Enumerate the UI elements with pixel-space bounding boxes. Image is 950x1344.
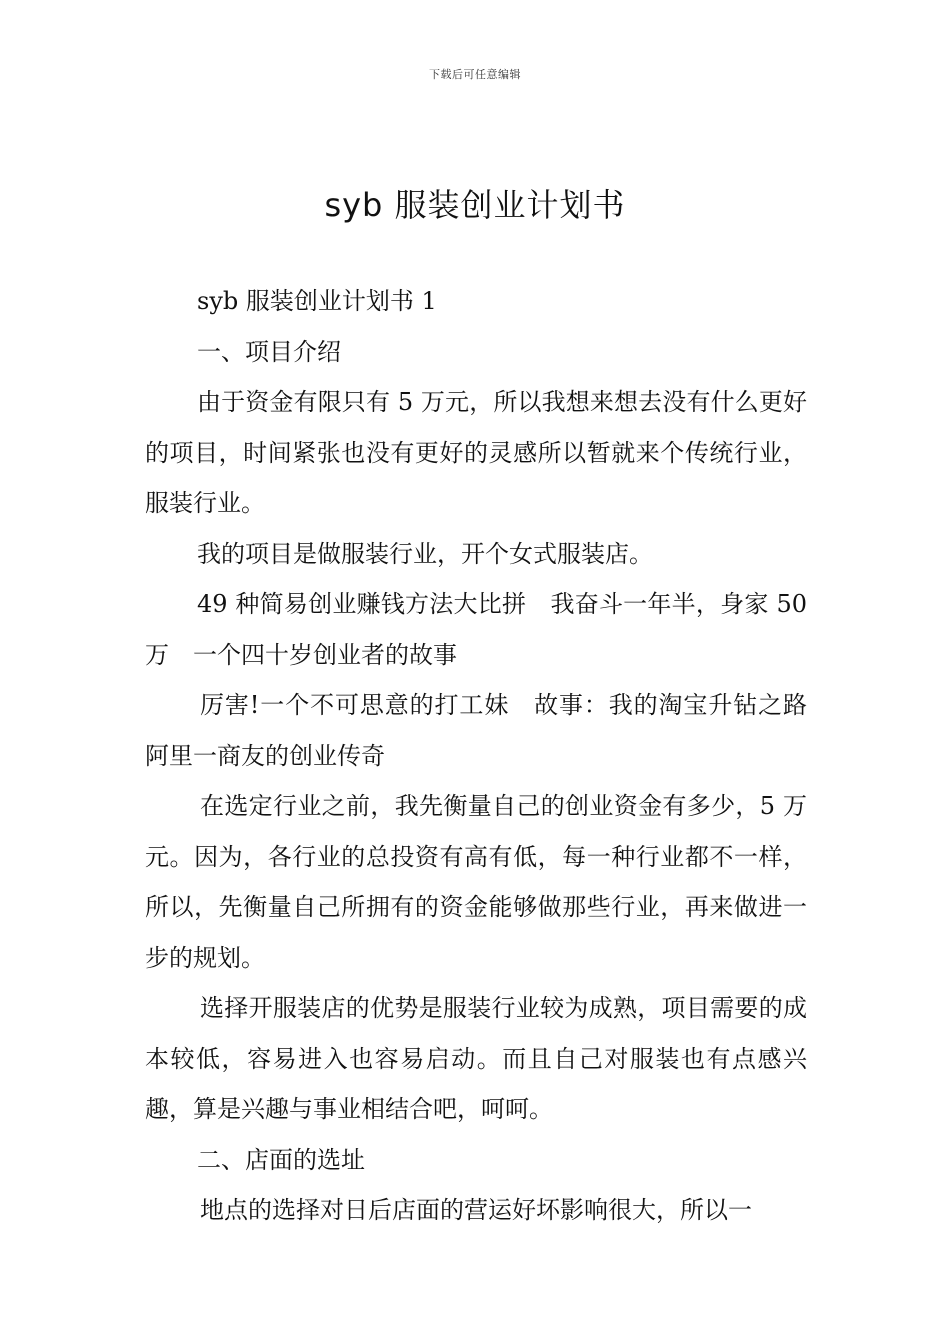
section-heading-2: 二、店面的选址 (197, 1145, 365, 1174)
paragraph: 厉害!一个不可思意的打工妹 故事：我的淘宝升钻之路 阿里一商友的创业传奇 (145, 691, 831, 770)
paragraph: 在选定行业之前，我先衡量自己的创业资金有多少，5 万元。因为，各行业的总投资有高有低，每一种行业都不一样，所以，先衡量自己所拥有的资金能够做那些行业，再来做进一步的规划。 (145, 792, 807, 972)
paragraph: 49 种简易创业赚钱方法大比拼 我奋斗一年半，身家 50 万 一个四十岁创业者的故事 (145, 590, 807, 669)
section-heading-1: 一、项目介绍 (197, 337, 341, 366)
paragraph: 由于资金有限只有 5 万元，所以我想来想去没有什么更好的项目，时间紧张也没有更好的灵感所以暂就来个传统行业，服装行业。 (145, 388, 807, 517)
document-title: syb 服装创业计划书 (324, 186, 626, 224)
paragraph: 我的项目是做服装行业，开个女式服装店。 (197, 539, 653, 568)
paragraph: 选择开服装店的优势是服装行业较为成熟，项目需要的成本较低，容易进入也容易启动。而且自己对服装也有点感兴趣，算是兴趣与事业相结合吧，呵呵。 (145, 994, 807, 1123)
paragraph: 地点的选择对日后店面的营运好坏影响很大，所以一 (200, 1196, 752, 1224)
paragraph-subtitle: syb 服装创业计划书 1 (197, 287, 437, 315)
document-body (145, 276, 831, 1236)
header-note: 下载后可任意编辑 (429, 68, 521, 81)
